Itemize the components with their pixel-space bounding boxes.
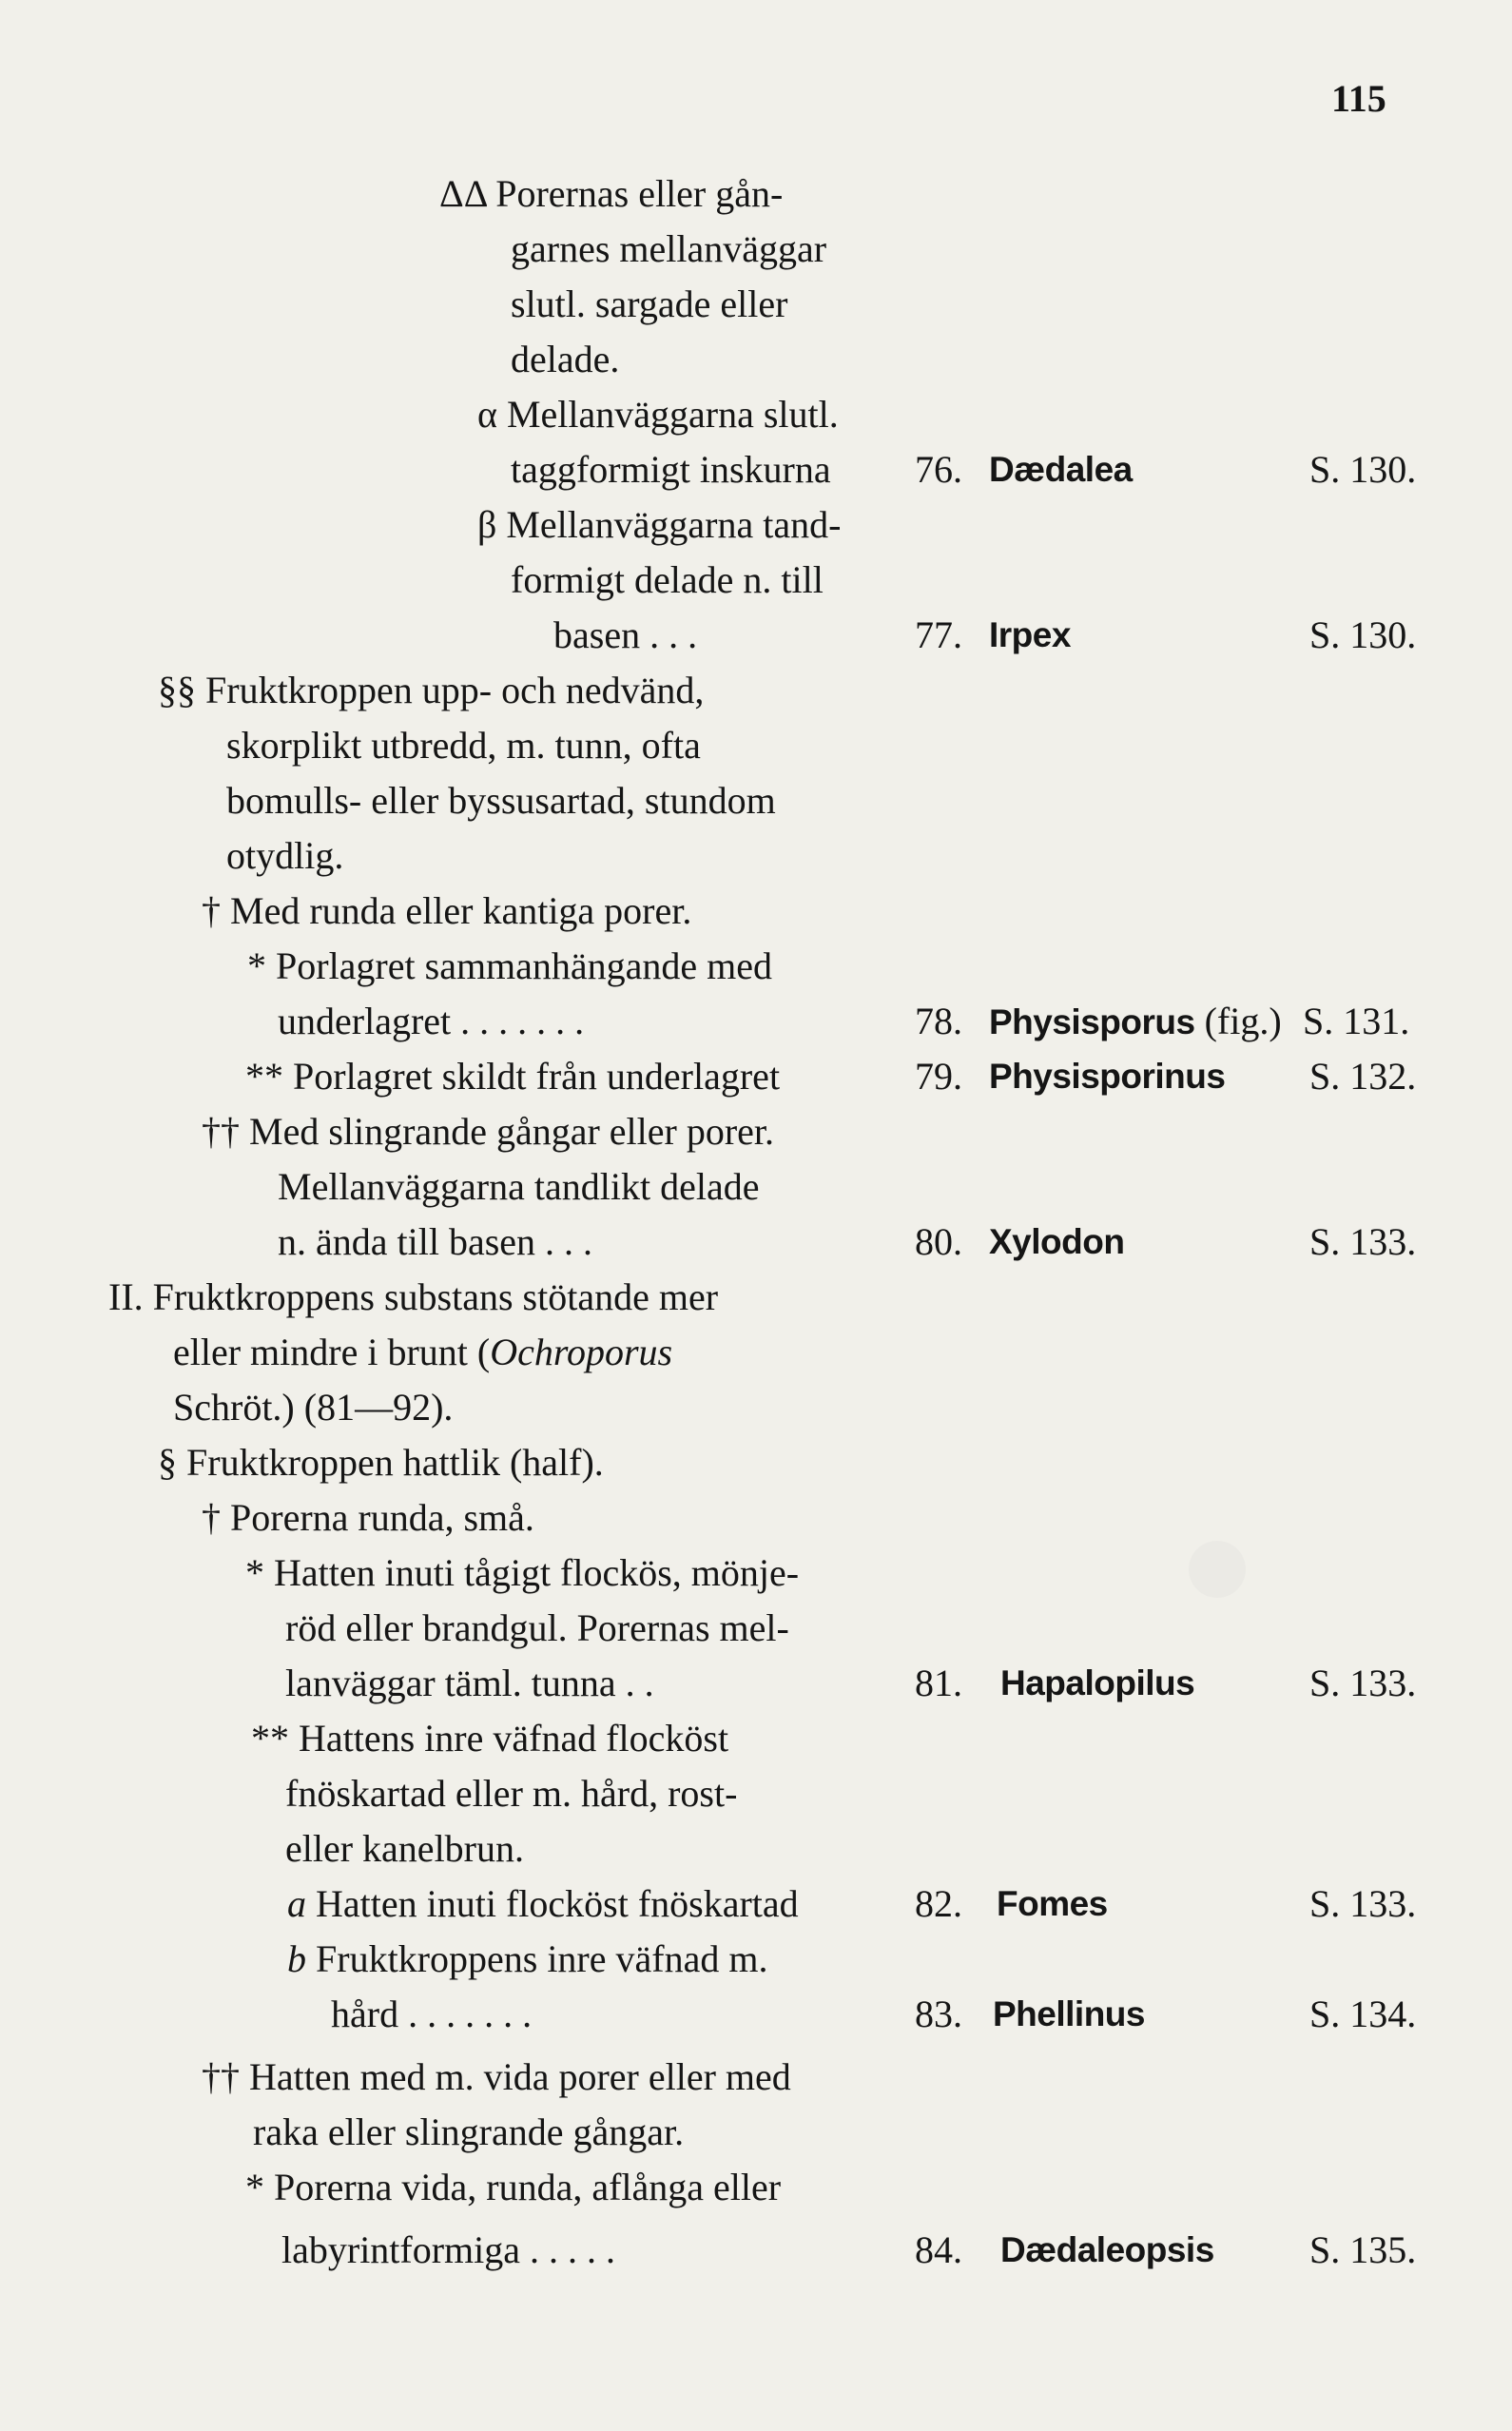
key-line: raka eller slingrande gångar. xyxy=(253,2110,685,2153)
key-line: skorplikt utbredd, m. tunn, ofta xyxy=(226,724,701,767)
key-line: § Fruktkroppen hattlik (half). xyxy=(158,1441,604,1484)
key-line: basen . . . xyxy=(553,613,698,656)
key-line: §§ Fruktkroppen upp- och nedvänd, xyxy=(158,669,705,711)
key-line: †† Hatten med m. vida porer eller med xyxy=(202,2055,791,2098)
key-line: formigt delade n. till xyxy=(511,558,824,601)
key-line: underlagret . . . . . . . xyxy=(278,1000,585,1042)
key-line: * Porerna vida, runda, aflånga eller xyxy=(245,2166,782,2208)
key-line: slutl. sargade eller xyxy=(511,282,788,325)
key-line: hård . . . . . . . xyxy=(331,1993,533,2035)
genus-name: Physisporinus xyxy=(989,1057,1226,1096)
key-line: II. Fruktkroppens substans stötande mer xyxy=(108,1275,719,1318)
key-line: fnöskartad eller m. hård, rost- xyxy=(285,1772,738,1815)
key-line: lanväggar täml. tunna . . xyxy=(285,1662,654,1704)
key-line-letter: a xyxy=(287,1882,306,1925)
genus-name: Irpex xyxy=(989,615,1071,654)
key-line: α Mellanväggarna slutl. xyxy=(477,393,839,436)
entry-number: 82. xyxy=(915,1882,962,1925)
key-line: garnes mellanväggar xyxy=(511,227,827,270)
key-line: bomulls- eller byssusartad, stundom xyxy=(226,779,776,822)
genus-name: Fomes xyxy=(997,1884,1108,1923)
entry-number: 77. xyxy=(915,613,962,656)
entry-number: 79. xyxy=(915,1055,962,1098)
genus-name: Hapalopilus xyxy=(1000,1663,1195,1702)
key-line-part: Hatten inuti flocköst fnöskartad xyxy=(306,1882,799,1925)
key-line: Schröt.) (81—92). xyxy=(173,1386,454,1429)
key-line: delade. xyxy=(511,338,620,380)
page-reference: S. 130. xyxy=(1309,613,1417,656)
key-line-italic: Ochroporus xyxy=(490,1331,673,1373)
key-line: otydlig. xyxy=(226,834,344,877)
entry-number: 81. xyxy=(915,1662,962,1704)
key-line: taggformigt inskurna xyxy=(511,448,831,491)
key-line: † Porerna runda, små. xyxy=(202,1496,534,1539)
genus-name-text: Physisporus xyxy=(989,1002,1195,1041)
page-reference: S. 134. xyxy=(1309,1993,1417,2035)
page-reference: S. 135. xyxy=(1309,2228,1417,2271)
key-line: ** Porlagret skildt från underlagret xyxy=(245,1055,781,1098)
key-line: Mellanväggarna tandlikt delade xyxy=(278,1165,760,1208)
key-line: * Hatten inuti tågigt flockös, mönje- xyxy=(245,1551,800,1594)
genus-name: Xylodon xyxy=(989,1222,1125,1261)
entry-number: 78. xyxy=(915,1000,962,1042)
key-line: † Med runda eller kantiga porer. xyxy=(202,889,692,932)
entry-number: 84. xyxy=(915,2228,962,2271)
genus-suffix: (fig.) xyxy=(1194,1000,1282,1042)
genus-name: Dædalea xyxy=(989,450,1133,489)
key-line: röd eller brandgul. Porernas mel- xyxy=(285,1606,789,1649)
genus-name: Dædaleopsis xyxy=(1000,2230,1214,2269)
genus-name xyxy=(989,999,1282,1045)
page-reference: S. 133. xyxy=(1309,1882,1417,1925)
page-reference: S. 133. xyxy=(1309,1662,1417,1704)
key-line: n. ända till basen . . . xyxy=(278,1220,593,1263)
page-reference: S. 133. xyxy=(1309,1220,1417,1263)
key-line: β Mellanväggarna tand- xyxy=(477,503,842,546)
entry-number: 76. xyxy=(915,448,962,491)
key-line: ** Hattens inre väfnad flocköst xyxy=(251,1717,729,1760)
key-line xyxy=(287,1881,799,1927)
key-line-part: eller mindre i brunt ( xyxy=(173,1331,491,1373)
key-line-part: Fruktkroppens inre väfnad m. xyxy=(306,1937,768,1980)
page-number: 115 xyxy=(1331,77,1386,120)
page-reference: S. 132. xyxy=(1309,1055,1417,1098)
page-reference: S. 130. xyxy=(1309,448,1417,491)
entry-number: 83. xyxy=(915,1993,962,2035)
genus-name: Phellinus xyxy=(993,1994,1145,2033)
key-line: †† Med slingrande gångar eller porer. xyxy=(202,1110,775,1153)
page-reference: S. 131. xyxy=(1303,1000,1410,1042)
key-line: ΔΔ Porernas eller gån- xyxy=(439,172,784,215)
entry-number: 80. xyxy=(915,1220,962,1263)
key-line xyxy=(287,1936,767,1982)
key-line xyxy=(173,1330,672,1375)
key-line: * Porlagret sammanhängande med xyxy=(247,944,773,987)
key-line: eller kanelbrun. xyxy=(285,1827,524,1870)
key-line-letter: b xyxy=(287,1937,306,1980)
key-line: labyrintformiga . . . . . xyxy=(281,2228,616,2271)
